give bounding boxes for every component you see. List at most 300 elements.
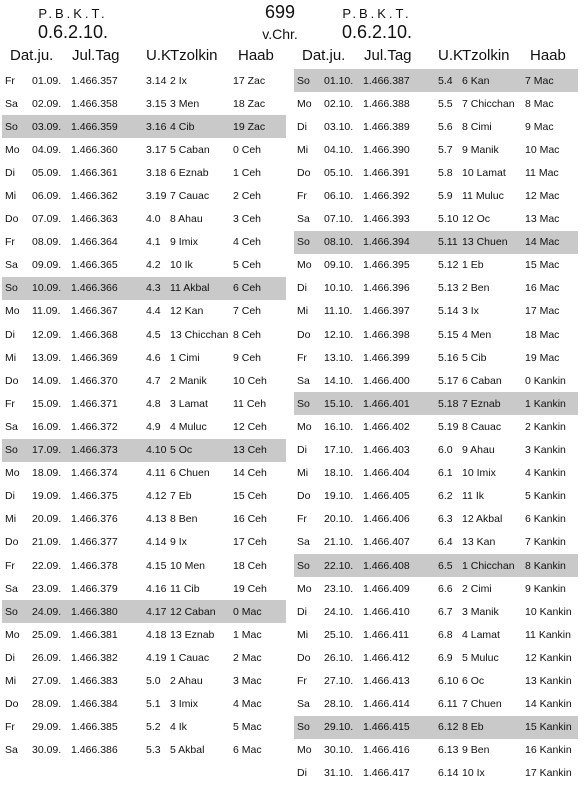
weekday-cell: Do — [5, 374, 19, 387]
table-row — [2, 600, 286, 623]
date-cell: 08.10. — [324, 236, 354, 249]
julian-day-cell: 1.466.385 — [71, 721, 118, 734]
haab-cell: 14 Ceh — [233, 467, 267, 480]
weekday-cell: Mo — [297, 97, 312, 110]
date-cell: 14.09. — [32, 374, 62, 387]
haab-cell: 19 Ceh — [233, 582, 267, 595]
table-row — [294, 184, 578, 207]
table-row — [294, 485, 578, 508]
weekday-cell: Sa — [5, 259, 18, 272]
date-cell: 05.10. — [324, 166, 354, 179]
tzolkin-cell: 7 Cauac — [170, 190, 210, 203]
weekday-cell: Mi — [297, 628, 309, 641]
haab-cell: 6 Mac — [233, 744, 262, 757]
date-cell: 21.09. — [32, 536, 62, 549]
uk-cell: 4.13 — [146, 513, 167, 526]
uk-cell: 5.18 — [438, 397, 459, 410]
julian-day-cell: 1.466.380 — [71, 605, 118, 618]
date-cell: 20.10. — [324, 513, 354, 526]
haab-cell: 4 Mac — [233, 698, 262, 711]
table-row — [294, 346, 578, 369]
haab-cell: 13 Mac — [525, 213, 560, 226]
haab-cell: 7 Kankin — [525, 536, 566, 549]
weekday-cell: Sa — [297, 374, 310, 387]
table-row — [2, 300, 286, 323]
julian-day-cell: 1.466.413 — [363, 674, 410, 687]
date-cell: 06.09. — [32, 190, 62, 203]
date-cell: 27.10. — [324, 674, 354, 687]
haab-cell: 9 Mac — [525, 120, 554, 133]
table-row — [2, 623, 286, 646]
weekday-cell: Sa — [297, 213, 310, 226]
tzolkin-cell: 10 Lamat — [462, 166, 506, 179]
tzolkin-cell: 2 Ben — [462, 282, 490, 295]
haab-cell: 17 Zac — [233, 74, 266, 87]
tzolkin-cell: 7 Eznab — [462, 397, 501, 410]
tzolkin-cell: 5 Cib — [462, 351, 487, 364]
weekday-cell: Di — [297, 605, 307, 618]
tzolkin-cell: 4 Cib — [170, 120, 195, 133]
tzolkin-cell: 9 Ahau — [462, 444, 495, 457]
julian-day-cell: 1.466.415 — [363, 721, 410, 734]
haab-cell: 18 Mac — [525, 328, 560, 341]
weekday-cell: Di — [5, 328, 15, 341]
header-haab: Haab — [530, 47, 566, 64]
haab-cell: 16 Ceh — [233, 513, 267, 526]
julian-day-cell: 1.466.363 — [71, 213, 118, 226]
haab-cell: 19 Zac — [233, 120, 266, 133]
weekday-cell: So — [297, 559, 310, 572]
uk-cell: 5.3 — [146, 744, 161, 757]
julian-day-cell: 1.466.394 — [363, 236, 410, 249]
tzolkin-cell: 1 Cimi — [170, 351, 200, 364]
uk-cell: 6.6 — [438, 582, 453, 595]
haab-cell: 13 Kankin — [525, 674, 572, 687]
uk-cell: 4.14 — [146, 536, 167, 549]
table-row — [2, 277, 286, 300]
header-date: Dat.ju. — [302, 47, 346, 64]
date-cell: 13.10. — [324, 351, 354, 364]
date-cell: 28.10. — [324, 698, 354, 711]
julian-day-cell: 1.466.358 — [71, 97, 118, 110]
date-cell: 02.10. — [324, 97, 354, 110]
date-cell: 17.10. — [324, 444, 354, 457]
table-row — [294, 669, 578, 692]
uk-cell: 5.17 — [438, 374, 459, 387]
table-row — [294, 115, 578, 138]
tzolkin-cell: 6 Oc — [462, 674, 485, 687]
haab-cell: 17 Kankin — [525, 767, 572, 780]
weekday-cell: So — [297, 74, 310, 87]
header-jul: Jul.Tag — [364, 47, 412, 64]
tzolkin-cell: 8 Ben — [170, 513, 198, 526]
table-row — [294, 439, 578, 462]
haab-cell: 4 Kankin — [525, 467, 566, 480]
tzolkin-cell: 3 Men — [170, 97, 200, 110]
date-cell: 27.09. — [32, 674, 62, 687]
julian-day-cell: 1.466.386 — [71, 744, 118, 757]
table-row — [294, 92, 578, 115]
uk-cell: 3.18 — [146, 166, 167, 179]
julian-day-cell: 1.466.406 — [363, 513, 410, 526]
julian-day-cell: 1.466.412 — [363, 651, 410, 664]
weekday-cell: Fr — [5, 236, 15, 249]
header-jul: Jul.Tag — [72, 47, 120, 64]
uk-cell: 4.4 — [146, 305, 161, 318]
uk-cell: 5.1 — [146, 698, 161, 711]
tzolkin-cell: 3 Ix — [462, 305, 479, 318]
table-row — [294, 138, 578, 161]
uk-cell: 5.12 — [438, 259, 459, 272]
table-row — [2, 554, 286, 577]
julian-day-cell: 1.466.367 — [71, 305, 118, 318]
date-cell: 29.10. — [324, 721, 354, 734]
uk-cell: 6.1 — [438, 467, 453, 480]
table-row — [294, 508, 578, 531]
haab-cell: 1 Ceh — [233, 166, 262, 179]
julian-day-cell: 1.466.376 — [71, 513, 118, 526]
tzolkin-cell: 12 Caban — [170, 605, 216, 618]
uk-cell: 4.15 — [146, 559, 167, 572]
julian-day-cell: 1.466.411 — [363, 628, 409, 641]
table-row — [294, 531, 578, 554]
weekday-cell: Sa — [297, 536, 310, 549]
left-period-code: 0.6.2.10. — [37, 22, 109, 42]
haab-cell: 15 Kankin — [525, 721, 572, 734]
julian-day-cell: 1.466.366 — [71, 282, 118, 295]
weekday-cell: Fr — [5, 559, 15, 572]
julian-day-cell: 1.466.373 — [71, 444, 118, 457]
tzolkin-cell: 5 Akbal — [170, 744, 205, 757]
tzolkin-cell: 1 Chicchan — [462, 559, 515, 572]
table-row — [2, 161, 286, 184]
date-cell: 11.09. — [32, 305, 61, 318]
julian-day-cell: 1.466.398 — [363, 328, 410, 341]
right-pbkt-label: P.B.K.T. — [342, 6, 412, 21]
tzolkin-cell: 3 Lamat — [170, 397, 208, 410]
date-cell: 02.09. — [32, 97, 62, 110]
uk-cell: 4.3 — [146, 282, 161, 295]
table-row — [2, 115, 286, 138]
tzolkin-cell: 7 Chuen — [462, 698, 502, 711]
date-cell: 30.09. — [32, 744, 62, 757]
date-cell: 22.10. — [324, 559, 354, 572]
uk-cell: 5.10 — [438, 213, 459, 226]
date-cell: 04.09. — [32, 143, 62, 156]
julian-day-cell: 1.466.396 — [363, 282, 410, 295]
date-cell: 10.10. — [324, 282, 354, 295]
uk-cell: 5.13 — [438, 282, 459, 295]
tzolkin-cell: 9 Manik — [462, 143, 499, 156]
table-row — [2, 208, 286, 231]
julian-day-cell: 1.466.375 — [71, 490, 118, 503]
date-cell: 10.09. — [32, 282, 62, 295]
julian-day-cell: 1.466.382 — [71, 651, 118, 664]
date-cell: 01.10. — [324, 74, 354, 87]
julian-day-cell: 1.466.414 — [363, 698, 410, 711]
julian-day-cell: 1.466.372 — [71, 420, 118, 433]
date-cell: 04.10. — [324, 143, 354, 156]
haab-cell: 15 Mac — [525, 259, 560, 272]
uk-cell: 5.15 — [438, 328, 459, 341]
table-row — [2, 254, 286, 277]
date-cell: 07.09. — [32, 213, 62, 226]
weekday-cell: Mo — [5, 628, 20, 641]
haab-cell: 11 Ceh — [233, 397, 267, 410]
header-haab: Haab — [238, 47, 274, 64]
weekday-cell: Mo — [5, 143, 20, 156]
julian-day-cell: 1.466.405 — [363, 490, 410, 503]
uk-cell: 5.19 — [438, 420, 459, 433]
haab-cell: 7 Mac — [525, 74, 554, 87]
haab-cell: 17 Ceh — [233, 536, 267, 549]
tzolkin-cell: 5 Muluc — [462, 651, 499, 664]
uk-cell: 4.16 — [146, 582, 167, 595]
julian-day-cell: 1.466.408 — [363, 559, 410, 572]
haab-cell: 12 Ceh — [233, 420, 267, 433]
table-row — [2, 462, 286, 485]
julian-day-cell: 1.466.370 — [71, 374, 118, 387]
uk-cell: 5.7 — [438, 143, 453, 156]
julian-day-cell: 1.466.364 — [71, 236, 118, 249]
haab-cell: 9 Kankin — [525, 582, 566, 595]
table-row — [294, 392, 578, 415]
left-column-headers — [2, 47, 286, 69]
haab-cell: 1 Kankin — [525, 397, 566, 410]
tzolkin-cell: 4 Lamat — [462, 628, 500, 641]
haab-cell: 15 Ceh — [233, 490, 267, 503]
uk-cell: 4.6 — [146, 351, 161, 364]
uk-cell: 5.0 — [146, 674, 161, 687]
haab-cell: 0 Kankin — [525, 374, 566, 387]
date-cell: 31.10. — [324, 767, 354, 780]
date-cell: 19.09. — [32, 490, 62, 503]
haab-cell: 14 Mac — [525, 236, 560, 249]
weekday-cell: Mo — [297, 420, 312, 433]
uk-cell: 6.0 — [438, 444, 453, 457]
weekday-cell: So — [5, 444, 18, 457]
table-row — [294, 716, 578, 739]
uk-cell: 6.13 — [438, 744, 459, 757]
tzolkin-cell: 6 Eznab — [170, 166, 209, 179]
table-row — [2, 69, 286, 92]
weekday-cell: Mo — [297, 582, 312, 595]
haab-cell: 10 Ceh — [233, 374, 267, 387]
haab-cell: 12 Kankin — [525, 651, 572, 664]
uk-cell: 6.12 — [438, 721, 459, 734]
date-cell: 29.09. — [32, 721, 62, 734]
date-cell: 06.10. — [324, 190, 354, 203]
weekday-cell: Mi — [297, 143, 309, 156]
era-label: v.Chr. — [262, 26, 298, 42]
tzolkin-cell: 7 Eb — [170, 490, 192, 503]
julian-day-cell: 1.466.357 — [71, 74, 118, 87]
tzolkin-cell: 13 Chuen — [462, 236, 508, 249]
weekday-cell: Do — [297, 166, 311, 179]
table-row — [294, 369, 578, 392]
weekday-cell: Di — [297, 282, 307, 295]
julian-day-cell: 1.466.360 — [71, 143, 118, 156]
uk-cell: 4.10 — [146, 444, 167, 457]
haab-cell: 2 Kankin — [525, 420, 566, 433]
table-row — [294, 762, 578, 785]
weekday-cell: Fr — [297, 513, 307, 526]
table-row — [2, 415, 286, 438]
tzolkin-cell: 10 Ik — [170, 259, 193, 272]
haab-cell: 9 Ceh — [233, 351, 262, 364]
table-row — [2, 577, 286, 600]
julian-day-cell: 1.466.381 — [71, 628, 118, 641]
haab-cell: 14 Kankin — [525, 698, 572, 711]
date-cell: 14.10. — [324, 374, 354, 387]
julian-day-cell: 1.466.368 — [71, 328, 118, 341]
table-row — [294, 415, 578, 438]
tzolkin-cell: 4 Ik — [170, 721, 187, 734]
julian-day-cell: 1.466.361 — [71, 166, 118, 179]
uk-cell: 6.14 — [438, 767, 459, 780]
weekday-cell: Sa — [5, 97, 18, 110]
weekday-cell: Fr — [5, 721, 15, 734]
weekday-cell: Mo — [297, 259, 312, 272]
uk-cell: 5.5 — [438, 97, 453, 110]
table-row — [294, 300, 578, 323]
haab-cell: 8 Kankin — [525, 559, 566, 572]
uk-cell: 6.4 — [438, 536, 453, 549]
tzolkin-cell: 10 Ix — [462, 767, 485, 780]
julian-day-cell: 1.466.393 — [363, 213, 410, 226]
tzolkin-cell: 1 Eb — [462, 259, 484, 272]
tzolkin-cell: 9 Imix — [170, 236, 199, 249]
date-cell: 07.10. — [324, 213, 354, 226]
weekday-cell: Mi — [5, 513, 17, 526]
julian-day-cell: 1.466.359 — [71, 120, 118, 133]
weekday-cell: Fr — [5, 74, 15, 87]
date-cell: 19.10. — [324, 490, 354, 503]
haab-cell: 10 Mac — [525, 143, 560, 156]
right-rows — [294, 69, 578, 785]
header-date: Dat.ju. — [10, 47, 54, 64]
uk-cell: 3.19 — [146, 190, 167, 203]
weekday-cell: Do — [5, 698, 19, 711]
julian-day-cell: 1.466.417 — [363, 767, 410, 780]
weekday-cell: Do — [5, 536, 19, 549]
uk-cell: 4.17 — [146, 605, 167, 618]
tzolkin-cell: 11 Muluc — [462, 190, 504, 203]
tzolkin-cell: 5 Oc — [170, 444, 193, 457]
haab-cell: 13 Ceh — [233, 444, 267, 457]
uk-cell: 4.2 — [146, 259, 161, 272]
haab-cell: 1 Mac — [233, 628, 262, 641]
haab-cell: 8 Ceh — [233, 328, 262, 341]
tzolkin-cell: 4 Men — [462, 328, 492, 341]
weekday-cell: Di — [297, 120, 307, 133]
tzolkin-cell: 8 Ahau — [170, 213, 203, 226]
julian-day-cell: 1.466.399 — [363, 351, 410, 364]
uk-cell: 6.11 — [438, 698, 458, 711]
table-row — [294, 69, 578, 92]
julian-day-cell: 1.466.391 — [363, 166, 410, 179]
haab-cell: 3 Kankin — [525, 444, 566, 457]
table-row — [294, 554, 578, 577]
date-cell: 09.09. — [32, 259, 62, 272]
tzolkin-cell: 6 Kan — [462, 74, 490, 87]
date-cell: 16.09. — [32, 420, 62, 433]
uk-cell: 6.3 — [438, 513, 453, 526]
julian-day-cell: 1.466.409 — [363, 582, 410, 595]
uk-cell: 6.10 — [438, 674, 459, 687]
tzolkin-cell: 8 Eb — [462, 721, 484, 734]
uk-cell: 5.14 — [438, 305, 459, 318]
weekday-cell: Fr — [297, 190, 307, 203]
date-cell: 23.10. — [324, 582, 354, 595]
uk-cell: 4.18 — [146, 628, 167, 641]
weekday-cell: Di — [5, 166, 15, 179]
haab-cell: 7 Ceh — [233, 305, 262, 318]
weekday-cell: Do — [297, 651, 311, 664]
table-row — [294, 161, 578, 184]
table-row — [2, 693, 286, 716]
table-row — [294, 254, 578, 277]
left-pbkt-label: P.B.K.T. — [38, 6, 108, 21]
tzolkin-cell: 7 Chicchan — [462, 97, 515, 110]
haab-cell: 2 Ceh — [233, 190, 262, 203]
julian-day-cell: 1.466.379 — [71, 582, 118, 595]
date-cell: 18.09. — [32, 467, 62, 480]
uk-cell: 6.5 — [438, 559, 453, 572]
uk-cell: 4.7 — [146, 374, 161, 387]
date-cell: 17.09. — [32, 444, 62, 457]
tzolkin-cell: 4 Muluc — [170, 420, 207, 433]
tzolkin-cell: 1 Cauac — [170, 651, 210, 664]
weekday-cell: Do — [297, 328, 311, 341]
weekday-cell: Di — [5, 490, 15, 503]
haab-cell: 2 Mac — [233, 651, 262, 664]
tzolkin-cell: 11 Cib — [170, 582, 200, 595]
weekday-cell: Mi — [5, 190, 17, 203]
table-row — [2, 646, 286, 669]
header-tzolkin: Tzolkin — [170, 47, 218, 64]
tzolkin-cell: 11 Akbal — [170, 282, 210, 295]
date-cell: 16.10. — [324, 420, 354, 433]
right-column-headers — [294, 47, 578, 69]
table-row — [2, 392, 286, 415]
date-cell: 25.10. — [324, 628, 354, 641]
date-cell: 08.09. — [32, 236, 62, 249]
date-cell: 20.09. — [32, 513, 62, 526]
weekday-cell: Sa — [5, 744, 18, 757]
uk-cell: 6.2 — [438, 490, 453, 503]
uk-cell: 4.12 — [146, 490, 167, 503]
julian-day-cell: 1.466.390 — [363, 143, 410, 156]
table-row — [2, 231, 286, 254]
haab-cell: 6 Ceh — [233, 282, 262, 295]
julian-day-cell: 1.466.378 — [71, 559, 118, 572]
tzolkin-cell: 9 Ix — [170, 536, 187, 549]
uk-cell: 4.11 — [146, 467, 166, 480]
date-cell: 28.09. — [32, 698, 62, 711]
weekday-cell: So — [5, 120, 18, 133]
weekday-cell: Mi — [297, 467, 309, 480]
julian-day-cell: 1.466.369 — [71, 351, 118, 364]
weekday-cell: So — [297, 721, 310, 734]
date-cell: 24.09. — [32, 605, 62, 618]
haab-cell: 11 Kankin — [525, 628, 571, 641]
table-row — [294, 323, 578, 346]
julian-day-cell: 1.466.365 — [71, 259, 118, 272]
uk-cell: 3.14 — [146, 74, 167, 87]
tzolkin-cell: 2 Manik — [170, 374, 207, 387]
tzolkin-cell: 2 Cimi — [462, 582, 492, 595]
